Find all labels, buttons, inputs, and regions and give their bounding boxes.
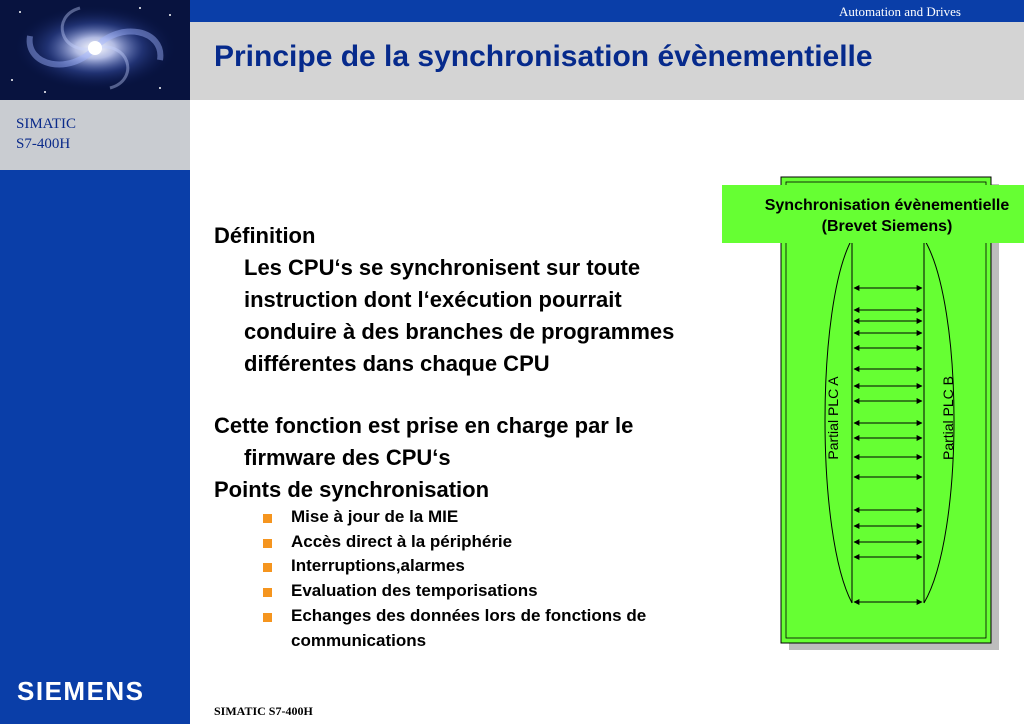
product-line-1: SIMATIC xyxy=(16,116,77,132)
bullet-square-icon xyxy=(263,588,272,597)
title-bar xyxy=(190,22,1024,100)
banner-line-1: Synchronisation évènementielle xyxy=(764,197,1010,214)
points-heading: Points de synchronisation xyxy=(214,477,490,502)
definition-line: conduire à des branches de programmes xyxy=(244,319,675,344)
galaxy-image xyxy=(0,0,190,100)
top-bar xyxy=(190,0,1024,22)
product-line-2: S7-400H xyxy=(16,136,71,152)
bullet-item: Mise à jour de la MIE xyxy=(291,507,459,526)
siemens-logo: SIEMENS xyxy=(17,676,145,706)
definition-heading: Définition xyxy=(214,223,316,248)
bullet-item: Accès direct à la périphérie xyxy=(291,532,513,551)
bullet-square-icon xyxy=(263,613,272,622)
bullet-item: Interruptions,alarmes xyxy=(291,556,465,575)
banner-line-2: (Brevet Siemens) xyxy=(821,218,953,235)
definition-line: différentes dans chaque CPU xyxy=(244,351,550,376)
sidebar xyxy=(0,0,190,724)
plc-b-label: Partial PLC B xyxy=(940,375,956,461)
sync-diagram xyxy=(720,175,1024,655)
definition-line: Les CPU‘s se synchronisent sur toute xyxy=(244,255,641,280)
footer-text: SIMATIC S7-400H xyxy=(214,704,313,718)
diagram-banner-text xyxy=(722,195,1024,237)
bullet-square-icon xyxy=(263,563,272,572)
page-title: Principe de la synchronisation évènementielle xyxy=(214,40,873,73)
bullet-item: Echanges des données lors de fonctions de xyxy=(291,606,647,625)
bullet-item-continuation: communications xyxy=(291,631,427,650)
firmware-line: firmware des CPU‘s xyxy=(244,445,451,470)
bullet-item: Evaluation des temporisations xyxy=(291,581,538,600)
firmware-line: Cette fonction est prise en charge par le xyxy=(214,413,634,438)
plc-a-label: Partial PLC A xyxy=(825,376,841,460)
bullet-square-icon xyxy=(263,539,272,548)
company-division: Automation and Drives xyxy=(838,4,961,19)
diagram-box xyxy=(781,177,991,643)
product-label-box xyxy=(0,100,190,170)
bullet-square-icon xyxy=(263,514,272,523)
definition-line: instruction dont l‘exécution pourrait xyxy=(244,287,622,312)
